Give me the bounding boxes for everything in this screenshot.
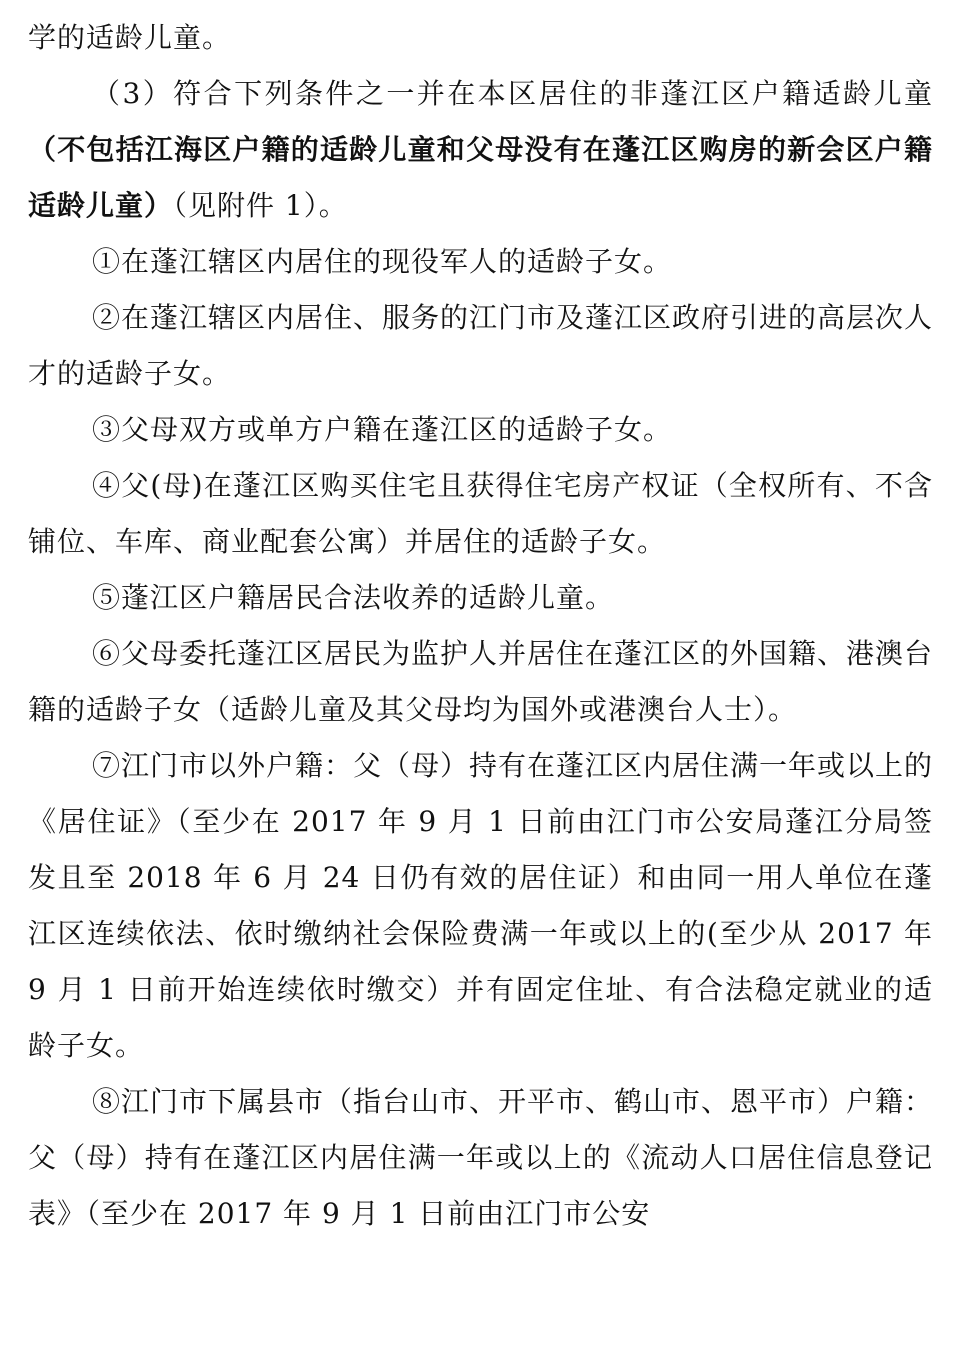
list-item-5: ⑤蓬江区户籍居民合法收养的适龄儿童。: [92, 581, 615, 614]
paragraph-condition-3: [28, 66, 933, 234]
condition-3-intro: （3）符合下列条件之一并在本区居住的非蓬江区户籍适龄儿童: [92, 77, 933, 110]
list-item-1: ①在蓬江辖区内居住的现役军人的适龄子女。: [92, 245, 673, 278]
list-item-7: ⑦江门市以外户籍：父（母）持有在蓬江区内居住满一年或以上的《居住证》（至少在 2017 年 9 月 1 日前由江门市公安局蓬江分局签发且至 2018 年 6 月 24 日仍有效的居住证）和由同一用人单位在蓬江区连续依法、依时缴纳社会保险费满一年或以上的(至少从 2017 年 9 月 1 日前开始连续依时缴交）并有固定住址、有合法稳定就业的适龄子女。: [28, 749, 934, 1062]
paragraph-continuation: 学的适龄儿童。: [28, 21, 232, 54]
list-item-3: ③父母双方或单方户籍在蓬江区的适龄子女。: [92, 413, 673, 446]
condition-3-exclusion: （不包括江海区户籍的适龄儿童和父母没有在蓬江区购房的新会区户籍适龄儿童）: [28, 133, 933, 222]
list-item-8: ⑧江门市下属县市（指台山市、开平市、鹤山市、恩平市）户籍：父（母）持有在蓬江区内居住满一年或以上的《流动人口居住信息登记表》（至少在 2017 年 9 月 1 日前由江门市公安: [28, 1085, 934, 1230]
list-item-4: ④父(母)在蓬江区购买住宅且获得住宅房产权证（全权所有、不含铺位、车库、商业配套公寓）并居住的适龄子女。: [28, 469, 933, 558]
condition-3-attachment-ref: （见附件 1）。: [173, 189, 348, 222]
list-item-2: ②在蓬江辖区内居住、服务的江门市及蓬江区政府引进的高层次人才的适龄子女。: [28, 301, 934, 390]
list-item-6: ⑥父母委托蓬江区居民为监护人并居住在蓬江区的外国籍、港澳台籍的适龄子女（适龄儿童及其父母均为国外或港澳台人士）。: [28, 637, 934, 726]
